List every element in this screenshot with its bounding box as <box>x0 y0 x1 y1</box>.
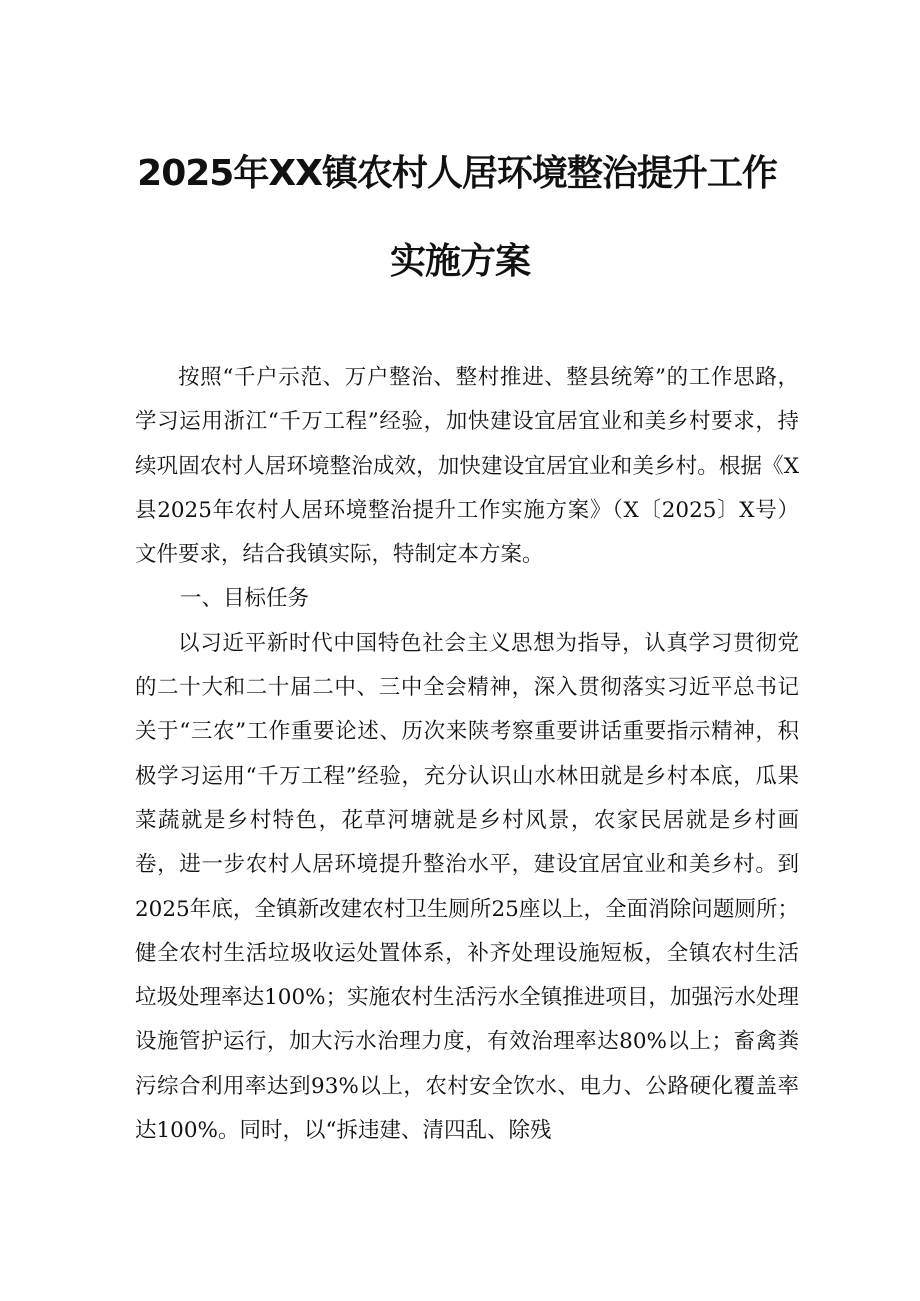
intro-paragraph: 按照“千户示范、万户整治、整村推进、整县统筹”的工作思路，学习运用浙江“千万工程”经验，加快建设宜居宜业和美乡村要求，持续巩固农村人居环境整治成效，加快建设宜居宜业和美乡村。根据《X县2025年农村人居环境整治提升工作实施方案》（X〔2025〕X号）文件要求，结合我镇实际，特制定本方案。 <box>135 365 799 568</box>
goals-paragraph: 以习近平新时代中国特色社会主义思想为指导，认真学习贯彻党的二十大和二十届二中、三中全会精神，深入贯彻落实习近平总书记关于“三农”工作重要论述、历次来陕考察重要讲话重要指示精神，积极学习运用“千万工程”经验，充分认识山水林田就是乡村本底，瓜果菜蔬就是乡村特色，花草河塘就是乡村风景，农家民居就是乡村画卷，进一步农村人居环境提升整治水平，建设宜居宜业和美乡村。到2025年底，全镇新改建农村卫生厕所25座以上，全面消除问题厕所；健全农村生活垃圾收运处置体系，补齐处理设施短板，全镇农村生活垃圾处理率达100%；实施农村生活污水全镇推进项目，加强污水处理设施管护运行，加大污水治理力度，有效治理率达80%以上；畜禽粪污综合利用率达到93%以上，农村安全饮水、电力、公路硬化覆盖率达100%。同时，以“拆违建、清四乱、除残 <box>135 630 799 1144</box>
document-body <box>135 356 799 1153</box>
section-heading-goals: 一、目标任务 <box>180 586 310 612</box>
document-title-line2: 实施方案 <box>389 241 530 282</box>
document-title-line1: 2025年XX镇农村人居环境整治提升工作 <box>137 153 777 194</box>
